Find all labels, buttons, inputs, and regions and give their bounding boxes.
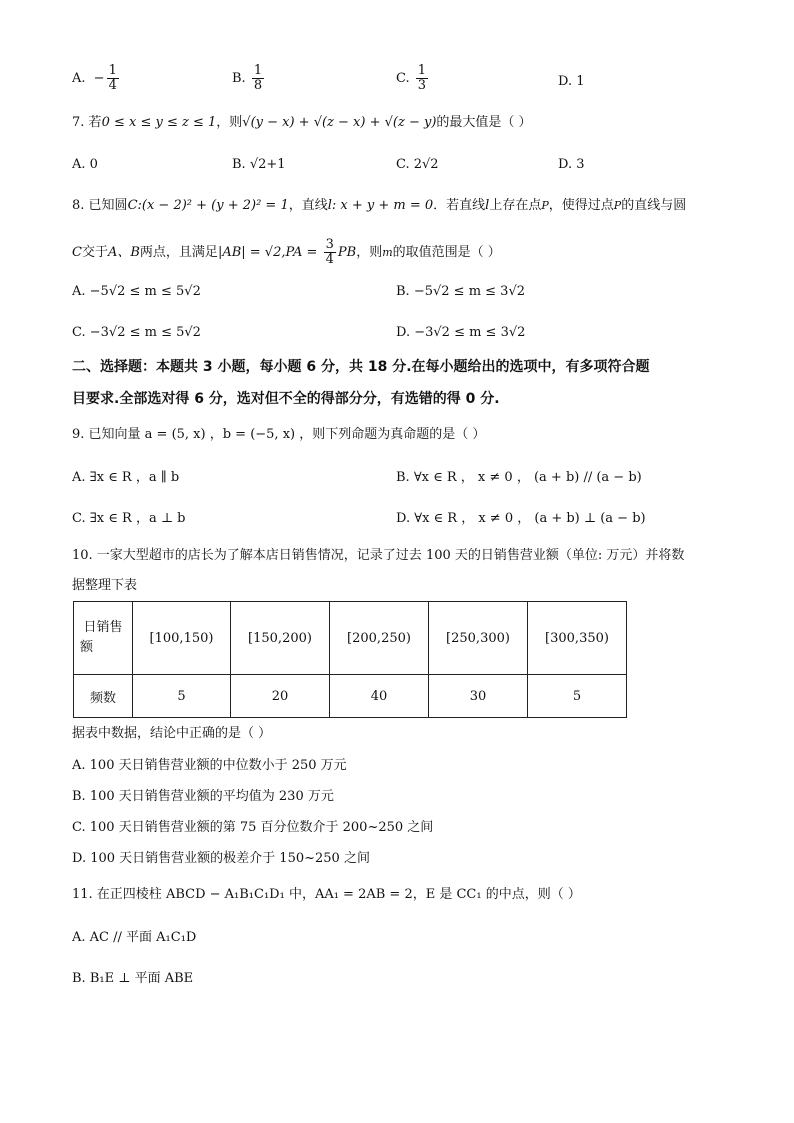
- q7-option-d[interactable]: D. 3: [558, 157, 585, 172]
- stem-text: 交于: [81, 245, 108, 260]
- q11-option-b[interactable]: B. B₁E ⊥ 平面 ABE: [72, 971, 194, 986]
- q8-stem-line-2: [72, 238, 501, 267]
- minus-sign: −: [93, 71, 105, 86]
- stem-text: ，则: [356, 245, 383, 260]
- point-p: P: [541, 199, 549, 212]
- option-letter: D.: [558, 74, 573, 89]
- q10-option-a[interactable]: A. 100 天日销售营业额的中位数小于 250 万元: [72, 758, 347, 773]
- stem-text: ，直线: [288, 198, 328, 213]
- table-count-cell: 5: [133, 675, 231, 718]
- table-count-cell: 30: [429, 675, 528, 718]
- sqrt-expr: √(y − x) + √(z − x) + √(z − y): [242, 115, 437, 130]
- fraction: [107, 64, 119, 93]
- stem-text: ．若直线: [433, 198, 486, 213]
- numerator: 1: [417, 63, 427, 78]
- table-range-cell: [100,150): [133, 602, 231, 675]
- stem-text: 若: [88, 115, 102, 130]
- question-number: 8.: [72, 198, 85, 213]
- stem-text: 上存在点: [489, 198, 542, 213]
- vector-pb: PB: [337, 245, 357, 260]
- q11-option-a[interactable]: A. AC // 平面 A₁C₁D: [72, 930, 197, 945]
- q10-after-table: 据表中数据，结论中正确的是（ ）: [72, 726, 272, 741]
- q9-option-d[interactable]: D. ∀x ∈ R ， x ≠ 0 ， (a + b) ⊥ (a − b): [396, 511, 646, 526]
- table-row: [74, 602, 627, 675]
- q8-option-a[interactable]: A. −5√2 ≤ m ≤ 5√2: [72, 284, 201, 299]
- stem-text: 的取值范围是（ ）: [392, 245, 501, 260]
- header-label: 日销售: [83, 620, 123, 635]
- q6-option-a[interactable]: [72, 64, 121, 93]
- circle-equation: C:(x − 2)² + (y + 2)² = 1: [127, 198, 289, 213]
- q8-option-d[interactable]: D. −3√2 ≤ m ≤ 3√2: [396, 325, 526, 340]
- stem-text: 已知圆: [88, 198, 128, 213]
- q9-option-a[interactable]: A. ∃x ∈ R ，a ∥ b: [72, 470, 180, 485]
- question-number: 7.: [72, 115, 85, 130]
- option-letter: C.: [396, 71, 410, 86]
- q6-option-b[interactable]: [232, 64, 266, 93]
- q10-option-c[interactable]: C. 100 天日销售营业额的第 75 百分位数介于 200~250 之间: [72, 820, 434, 835]
- table-range-cell: [150,200): [231, 602, 330, 675]
- q8-stem-line-1: [72, 197, 686, 215]
- stem-text: ，则: [216, 115, 243, 130]
- q10-stem-line-2: 据整理下表: [72, 578, 138, 593]
- q10-option-b[interactable]: B. 100 天日销售营业额的平均值为 230 万元: [72, 789, 334, 804]
- q6-option-c[interactable]: [396, 64, 430, 93]
- table-header-cell: [74, 602, 133, 675]
- var-m: m: [382, 246, 393, 259]
- denominator: 8: [253, 78, 263, 93]
- numerator: 1: [108, 63, 117, 78]
- header-label: 额: [80, 640, 94, 655]
- q10-option-d[interactable]: D. 100 天日销售营业额的极差介于 150~250 之间: [72, 851, 370, 866]
- numerator: 3: [325, 237, 334, 252]
- table-count-cell: 40: [330, 675, 429, 718]
- table-range-cell: [300,350): [528, 602, 627, 675]
- q7-option-a[interactable]: A. 0: [72, 157, 98, 172]
- option-letter: B.: [232, 71, 246, 86]
- table-count-cell: 5: [528, 675, 627, 718]
- section-heading-line-2: 目要求.全部选对得 6 分，选对但不全的得部分分，有选错的得 0 分.: [72, 391, 500, 407]
- point-p: P: [613, 199, 622, 212]
- denominator: 4: [108, 78, 117, 93]
- condition-expr: |AB| = √2,PA =: [217, 245, 322, 260]
- fraction: [252, 64, 264, 93]
- section-heading-line-1: 二、选择题：本题共 3 小题，每小题 6 分，共 18 分.在每小题给出的选项中，有多项符合题: [72, 359, 650, 375]
- table-count-cell: 20: [231, 675, 330, 718]
- q6-option-d[interactable]: [558, 73, 585, 91]
- table-range-cell: [200,250): [330, 602, 429, 675]
- sales-frequency-table: [73, 601, 627, 718]
- q9-stem: 9. 已知向量 a = (5, x) ，b = (−5, x) ，则下列命题为真命题的是（ ）: [72, 427, 486, 442]
- denominator: 4: [325, 252, 334, 267]
- table-row: [74, 675, 627, 718]
- q9-option-b[interactable]: B. ∀x ∈ R ， x ≠ 0 ， (a + b) // (a − b): [396, 470, 642, 485]
- q7-stem: [72, 114, 532, 132]
- points-ab: A、B: [107, 245, 140, 260]
- var-c: C: [72, 245, 82, 260]
- var-l: l: [485, 198, 490, 213]
- q8-option-b[interactable]: B. −5√2 ≤ m ≤ 3√2: [396, 284, 526, 299]
- q11-stem: 11. 在正四棱柱 ABCD − A₁B₁C₁D₁ 中，AA₁ = 2AB = 2，E 是 CC₁ 的中点，则（ ）: [72, 887, 581, 902]
- stem-text: 的直线与圆: [621, 198, 687, 213]
- numerator: 1: [253, 63, 263, 78]
- condition-expr: 0 ≤ x ≤ y ≤ z ≤ 1: [101, 115, 217, 130]
- option-letter: A.: [72, 71, 86, 86]
- q8-option-c[interactable]: C. −3√2 ≤ m ≤ 5√2: [72, 325, 201, 340]
- stem-text: ，使得过点: [548, 198, 614, 213]
- table-count-label: 频数: [74, 675, 133, 718]
- option-value: 1: [576, 74, 585, 89]
- fraction: [416, 64, 428, 93]
- line-equation: l: x + y + m = 0: [327, 198, 434, 213]
- q7-option-b[interactable]: B. √2+1: [232, 157, 286, 172]
- stem-text: 两点，且满足: [139, 245, 218, 260]
- denominator: 3: [417, 78, 427, 93]
- stem-text: 的最大值是（ ）: [436, 115, 532, 130]
- q7-option-c[interactable]: C. 2√2: [396, 157, 439, 172]
- q9-option-c[interactable]: C. ∃x ∈ R ，a ⊥ b: [72, 511, 186, 526]
- q10-stem-line-1: 10. 一家大型超市的店长为了解本店日销售情况，记录了过去 100 天的日销售营业额（单位: 万元）并将数: [72, 548, 685, 563]
- fraction: [324, 238, 336, 267]
- table-range-cell: [250,300): [429, 602, 528, 675]
